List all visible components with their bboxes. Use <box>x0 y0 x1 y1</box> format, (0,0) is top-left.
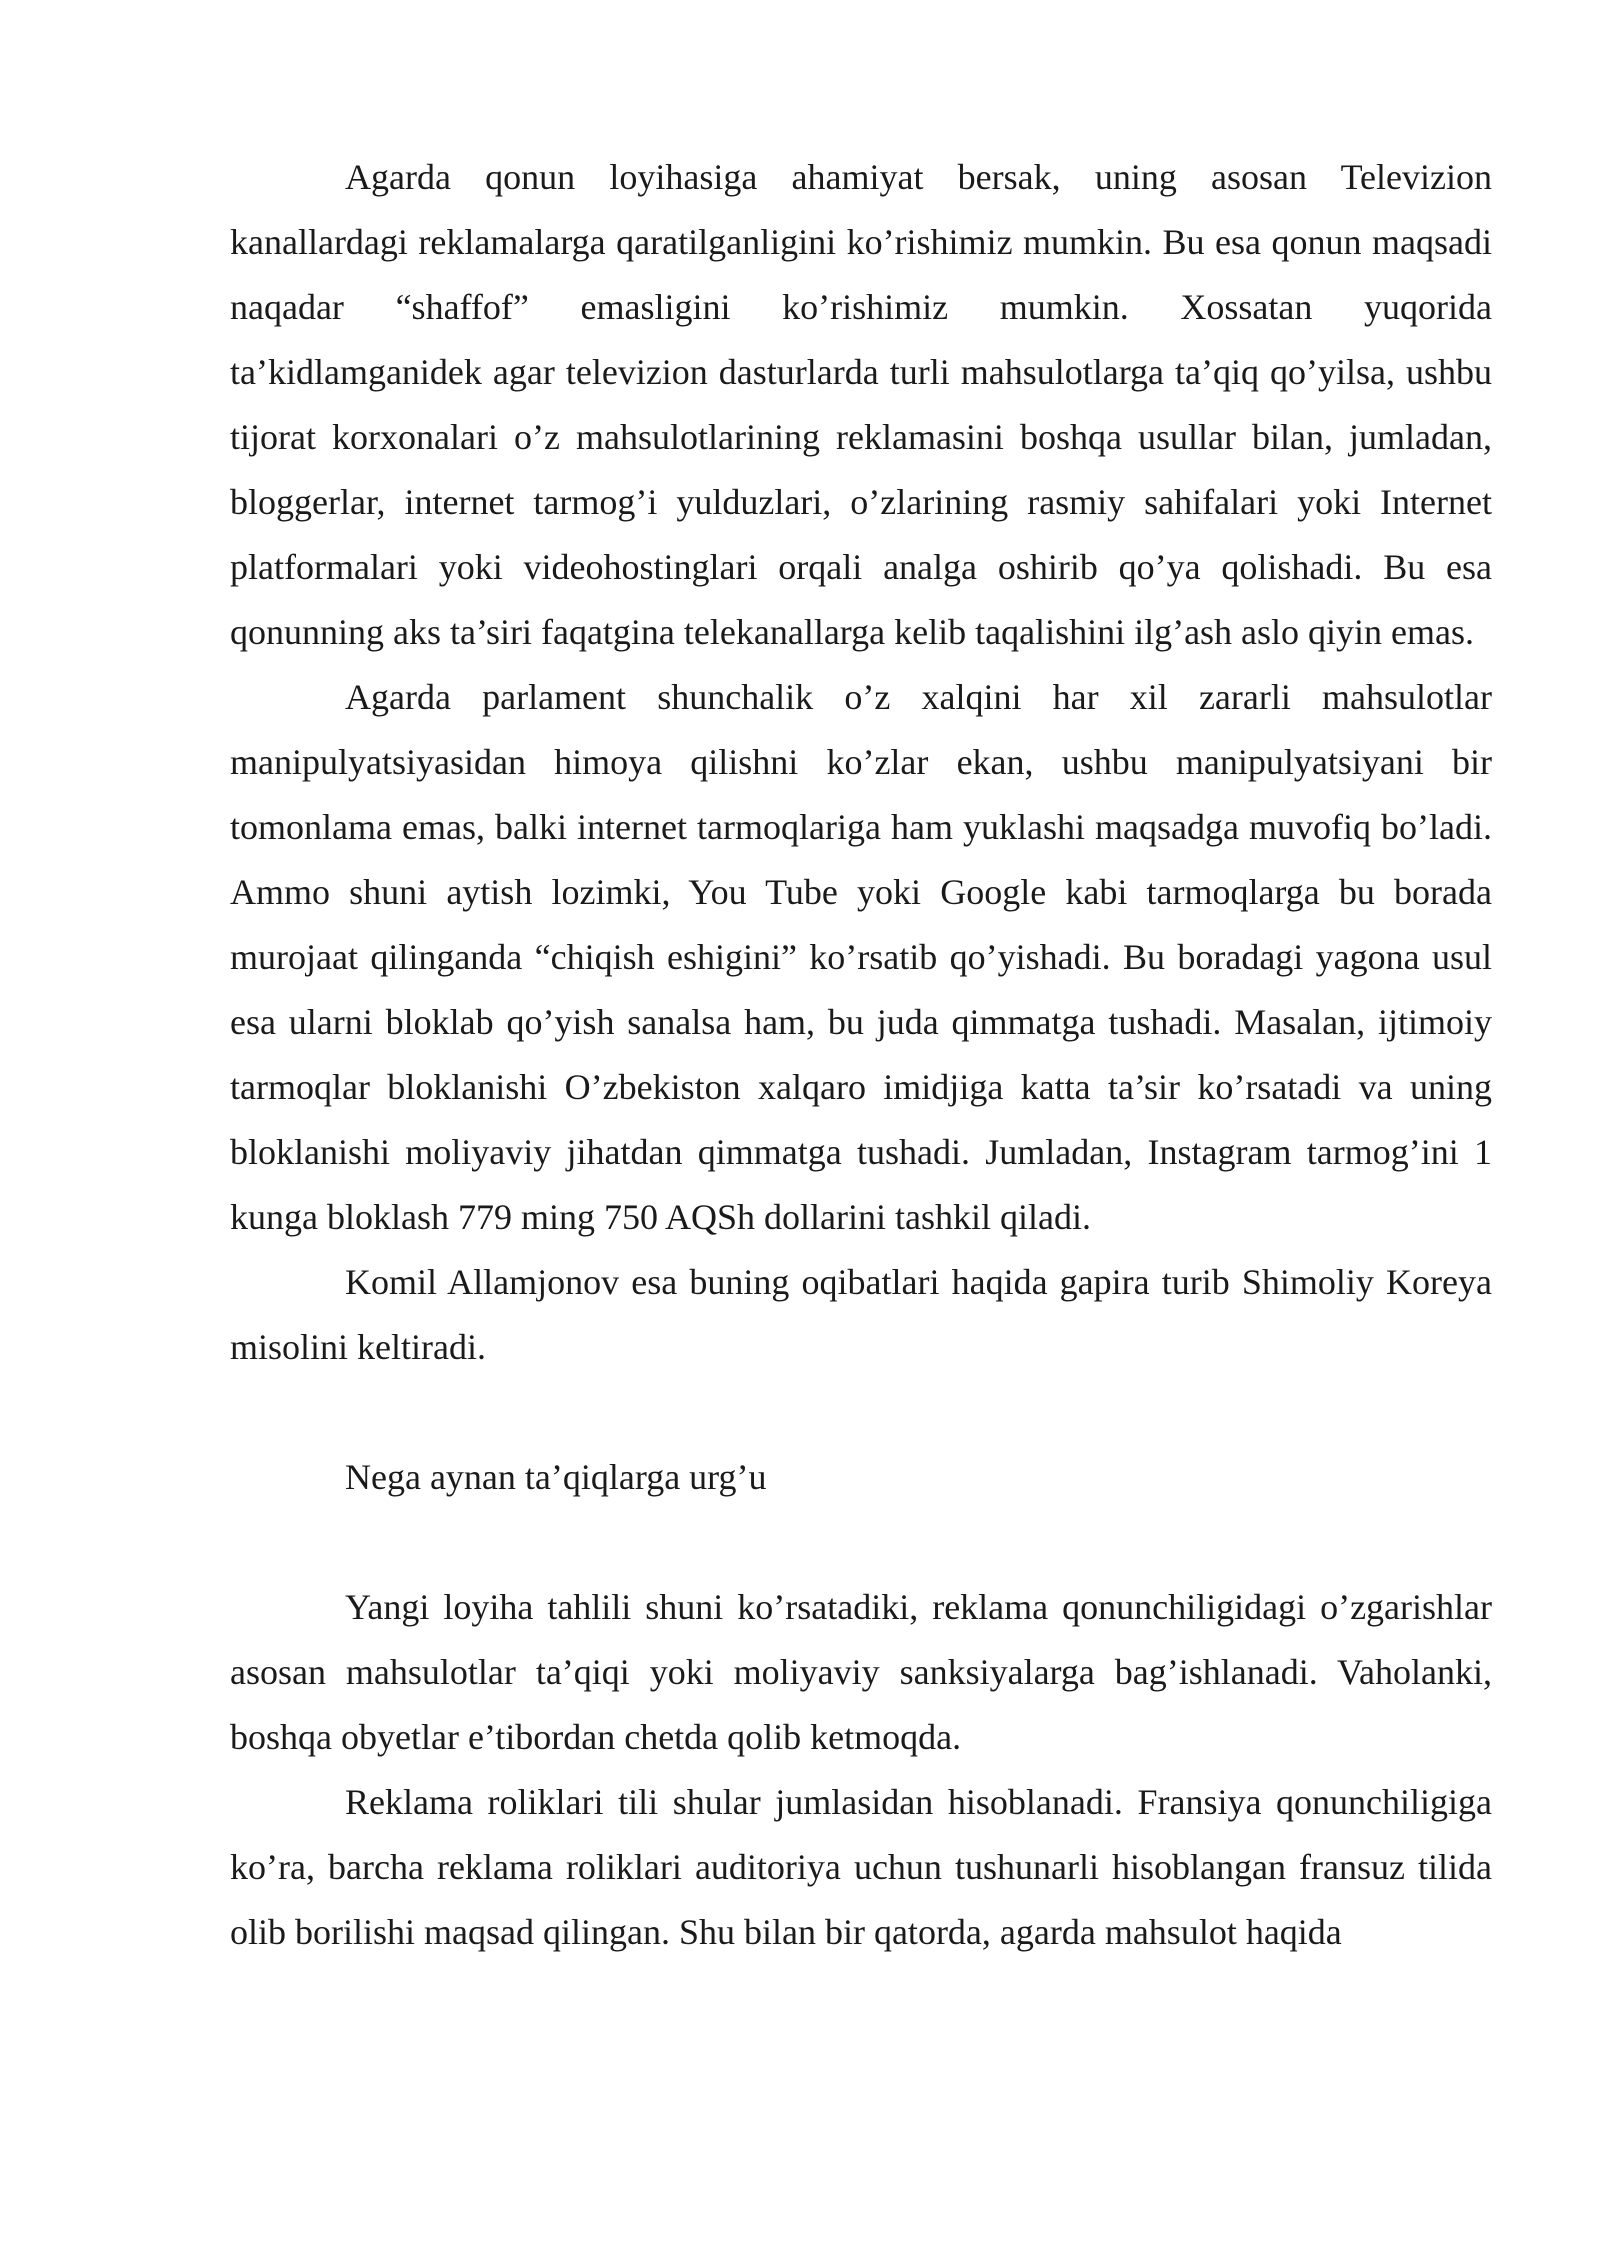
spacer <box>230 1380 1492 1445</box>
paragraph-1: Agarda qonun loyihasiga ahamiyat bersak, uning asosan Televizion kanallardagi reklamalarga qaratilganligini ko’rishimiz mumkin. Bu esa qonun maqsadi naqadar “shaffof” emasligini ko’rishimiz mumkin. Xossatan yuqorida ta’kidlamganidek agar televizion dasturlarda turli mahsulotlarga ta’qiq qo’yilsa, ushbu tijorat korxonalari o’z mahsulotlarining reklamasini boshqa usullar bilan, jumladan, bloggerlar, internet tarmog’i yulduzlari, o’zlarining rasmiy sahifalari yoki Internet platformalari yoki videohostinglari orqali analga oshirib qo’ya qolishadi. Bu esa qonunning aks ta’siri faqatgina telekanallarga kelib taqalishini ilg’ash aslo qiyin emas. <box>230 157 1492 652</box>
document-body <box>230 145 1492 1965</box>
spacer <box>230 1510 1492 1575</box>
paragraph-2: Agarda parlament shunchalik o’z xalqini har xil zararli mahsulotlar manipulyatsiyasidan himoya qilishni ko’zlar ekan, ushbu manipulyatsiyani bir tomonlama emas, balki internet tarmoqlariga ham yuklashi maqsadga muvofiq bo’ladi. Ammo shuni aytish lozimki, You Tube yoki Google kabi tarmoqlarga bu borada murojaat qilinganda “chiqish eshigini” ko’rsatib qo’yishadi. Bu boradagi yagona usul esa ularni bloklab qo’yish sanalsa ham, bu juda qimmatga tushadi. Masalan, ijtimoiy tarmoqlar bloklanishi O’zbekiston xalqaro imidjiga katta ta’sir ko’rsatadi va uning bloklanishi moliyaviy jihatdan qimmatga tushadi. Jumladan, Instagram tarmog’ini 1 kunga bloklash 779 ming 750 AQSh dollarini tashkil qiladi. <box>230 677 1492 1237</box>
section-heading: Nega aynan ta’qiqlarga urg’u <box>345 1457 767 1497</box>
paragraph-4: Yangi loyiha tahlili shuni ko’rsatadiki, reklama qonunchiligidagi o’zgarishlar asosan mahsulotlar ta’qiqi yoki moliyaviy sanksiyalarga bag’ishlanadi. Vaholanki, boshqa obyetlar e’tibordan chetda qolib ketmoqda. <box>230 1587 1492 1757</box>
paragraph-3: Komil Allamjonov esa buning oqibatlari haqida gapira turib Shimoliy Koreya misolini keltiradi. <box>230 1262 1492 1367</box>
paragraph-5: Reklama roliklari tili shular jumlasidan hisoblanadi. Fransiya qonunchiligiga ko’ra, barcha reklama roliklari auditoriya uchun tushunarli hisoblangan fransuz tilida olib borilishi maqsad qilingan. Shu bilan bir qatorda, agarda mahsulot haqida <box>230 1782 1492 1952</box>
